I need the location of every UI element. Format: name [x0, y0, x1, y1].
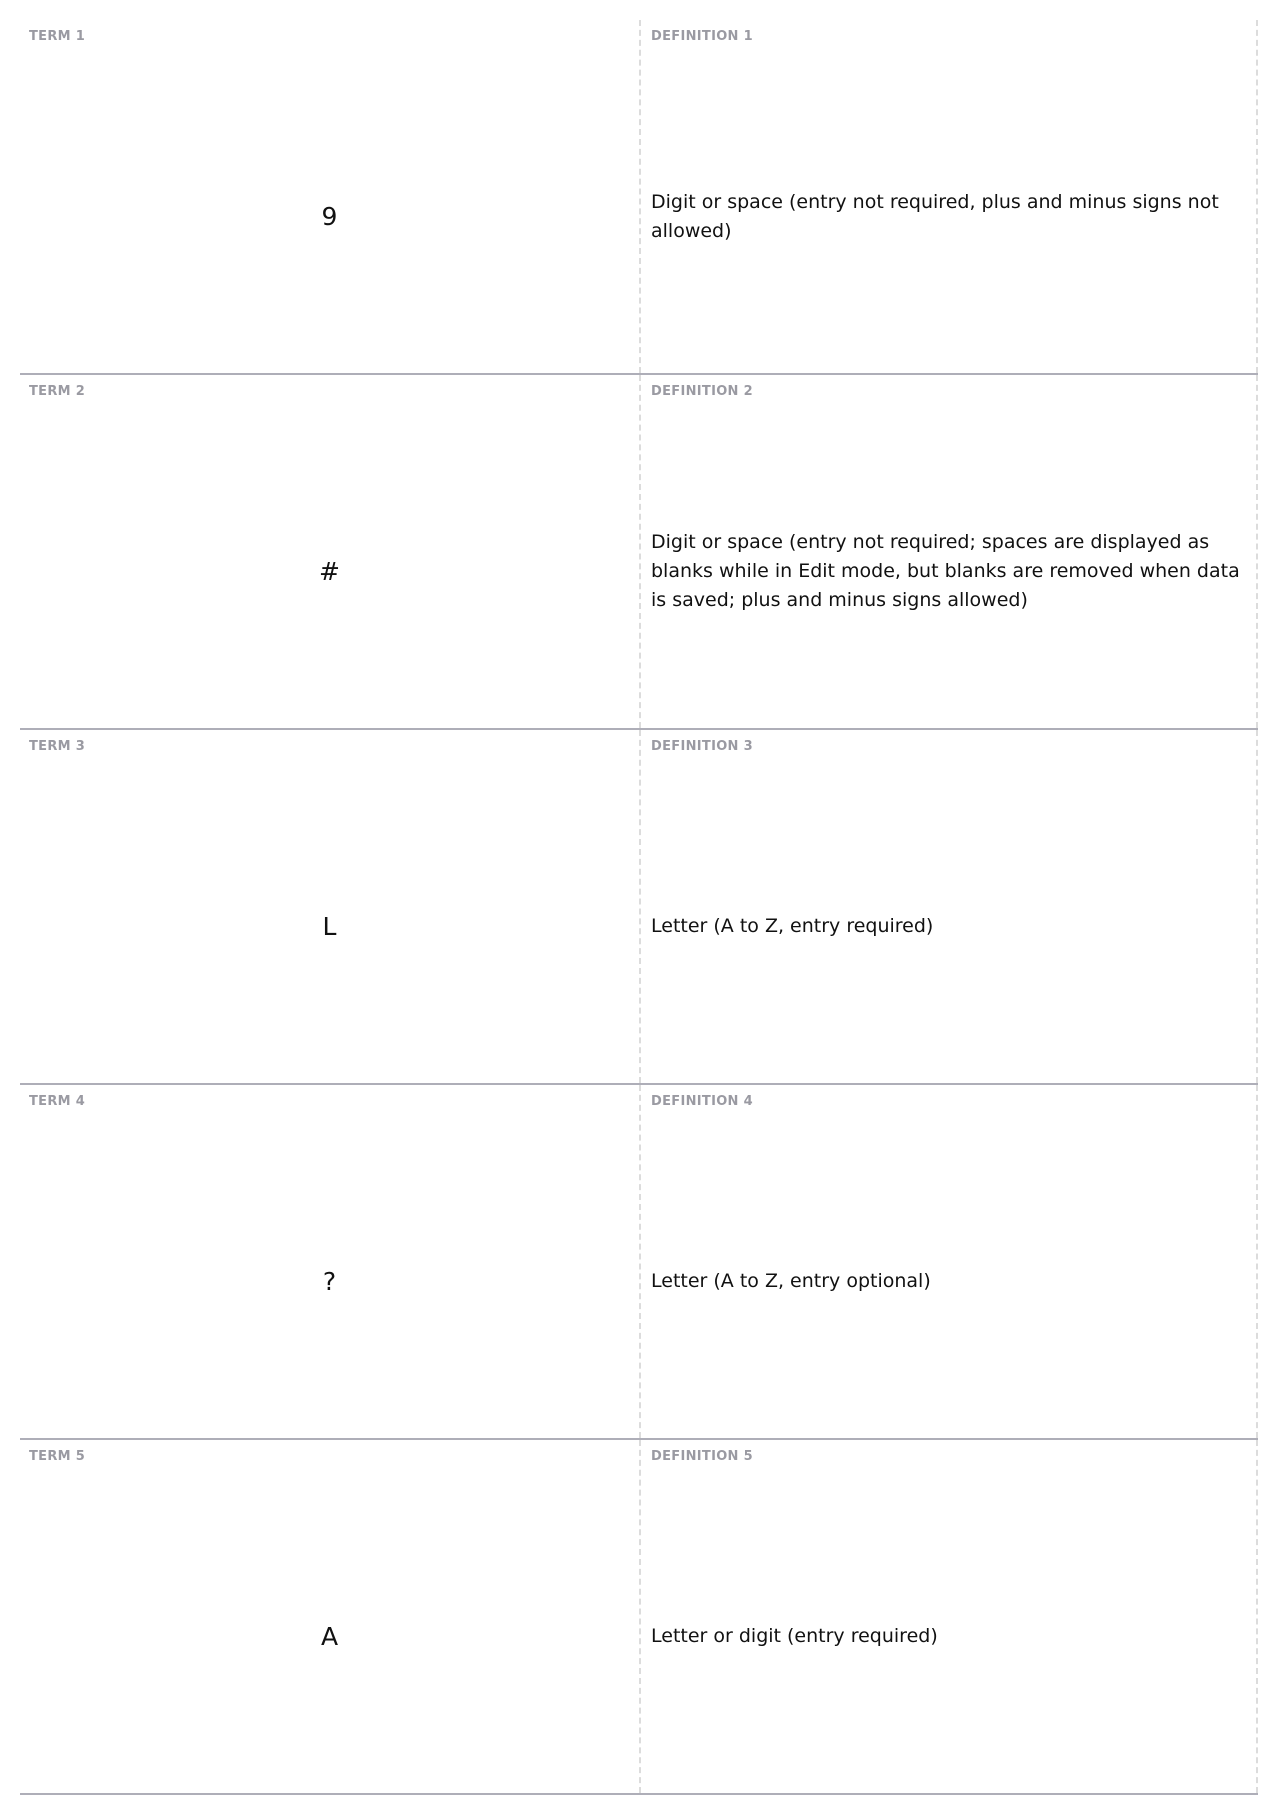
- flashcard-row: [20, 730, 1258, 1085]
- term-cell: [20, 1440, 639, 1793]
- definition-label: DEFINITION 5: [651, 1449, 753, 1464]
- definition-label: DEFINITION 2: [651, 384, 753, 399]
- term-text: L: [322, 912, 337, 941]
- term-text: 9: [321, 202, 338, 231]
- term-cell: [20, 730, 639, 1083]
- definition-text: Letter (A to Z, entry optional): [651, 1270, 931, 1292]
- definition-cell: [639, 20, 1258, 373]
- term-text: A: [320, 1622, 339, 1651]
- definition-text: Letter or digit (entry required): [651, 1625, 938, 1647]
- flashcard-list: [20, 20, 1258, 1795]
- term-text: ?: [322, 1267, 337, 1296]
- definition-text: Letter (A to Z, entry required): [651, 915, 934, 937]
- definition-cell: [639, 375, 1258, 728]
- flashcard-row: [20, 375, 1258, 730]
- flashcard-row: [20, 1085, 1258, 1440]
- flashcard-row: [20, 20, 1258, 375]
- definition-label: DEFINITION 1: [651, 29, 753, 44]
- term-label: TERM 5: [29, 1449, 86, 1464]
- term-label: TERM 4: [29, 1094, 86, 1109]
- definition-label: DEFINITION 4: [651, 1094, 753, 1109]
- flashcard-row: [20, 1440, 1258, 1795]
- definition-label: DEFINITION 3: [651, 739, 753, 754]
- term-label: TERM 1: [29, 29, 86, 44]
- definition-text: Digit or space (entry not required, plus and minus signs not allowed): [651, 190, 1219, 242]
- term-cell: [20, 1085, 639, 1438]
- term-label: TERM 3: [29, 739, 86, 754]
- term-text: #: [319, 557, 340, 586]
- term-cell: [20, 20, 639, 373]
- term-cell: [20, 375, 639, 728]
- definition-cell: [639, 1440, 1258, 1793]
- definition-cell: [639, 730, 1258, 1083]
- term-label: TERM 2: [29, 384, 86, 399]
- definition-text: Digit or space (entry not required; spaces are displayed as blanks while in Edit mode, but blanks are removed when data is saved; plus and minus signs allowed): [651, 531, 1240, 611]
- definition-cell: [639, 1085, 1258, 1438]
